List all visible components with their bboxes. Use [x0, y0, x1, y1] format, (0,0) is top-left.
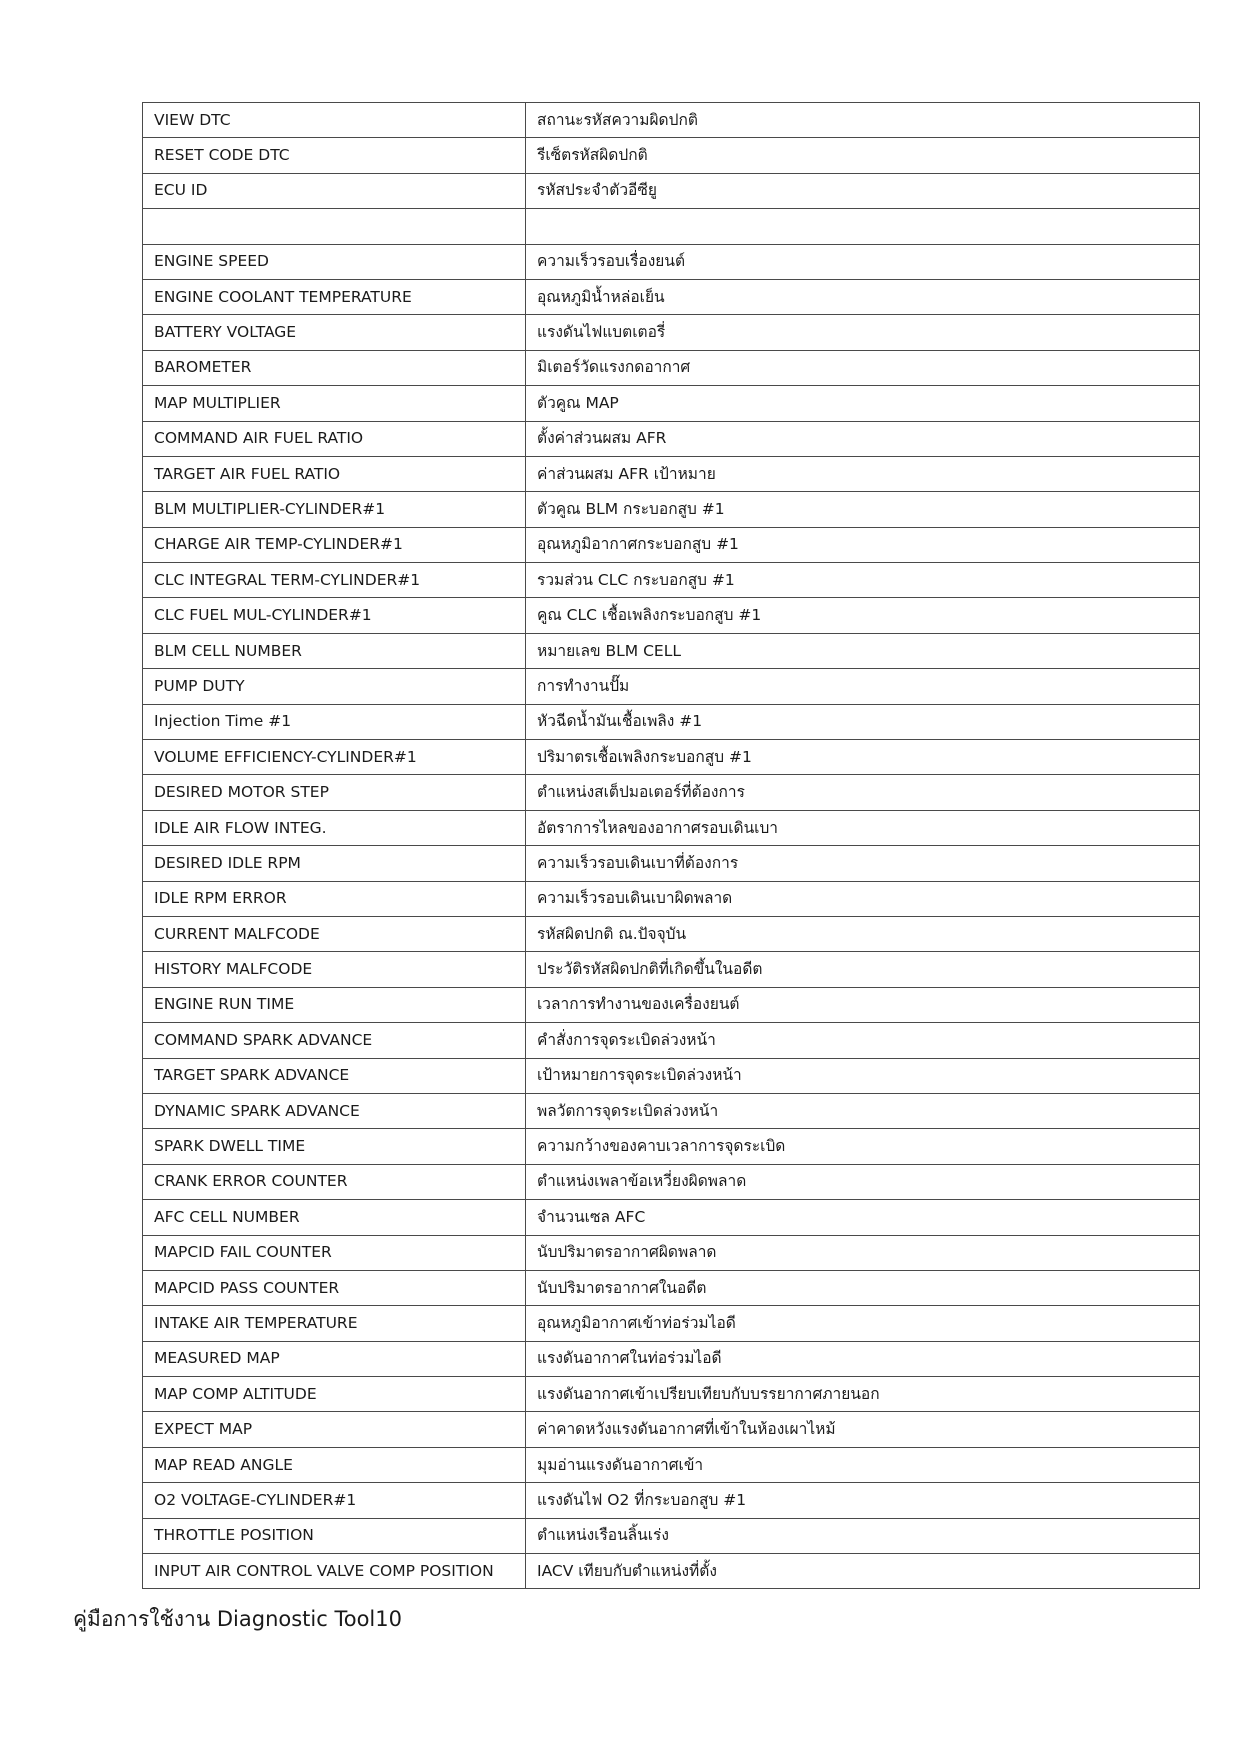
table-row [143, 1129, 1200, 1164]
parameter-name-cell: MAP MULTIPLIER [143, 386, 526, 421]
parameter-description-cell: อุณหภูมิอากาศกระบอกสูบ #1 [526, 527, 1200, 562]
table-row [143, 952, 1200, 987]
table-row [143, 740, 1200, 775]
parameter-description-cell: ตั้งค่าส่วนผสม AFR [526, 421, 1200, 456]
table-row [143, 421, 1200, 456]
table-row [143, 1518, 1200, 1553]
parameter-description-cell: แรงดันไฟแบตเตอรี่ [526, 315, 1200, 350]
parameter-description-cell: แรงดันอากาศเข้าเปรียบเทียบกับบรรยากาศภายนอก [526, 1377, 1200, 1412]
parameter-name-cell: MAPCID PASS COUNTER [143, 1270, 526, 1305]
parameter-description-cell: รวมส่วน CLC กระบอกสูบ #1 [526, 563, 1200, 598]
table-row [143, 775, 1200, 810]
parameter-name-cell: THROTTLE POSITION [143, 1518, 526, 1553]
table-row [143, 279, 1200, 314]
parameter-description-cell: ค่าส่วนผสม AFR เป้าหมาย [526, 456, 1200, 491]
parameter-name-cell: CLC INTEGRAL TERM-CYLINDER#1 [143, 563, 526, 598]
table-row [143, 386, 1200, 421]
table-row [143, 173, 1200, 208]
table-row [143, 704, 1200, 739]
parameter-name-cell: RESET CODE DTC [143, 138, 526, 173]
parameter-description-cell: อัตราการไหลของอากาศรอบเดินเบา [526, 810, 1200, 845]
parameter-name-cell: BLM MULTIPLIER-CYLINDER#1 [143, 492, 526, 527]
parameter-name-cell: AFC CELL NUMBER [143, 1200, 526, 1235]
table-row [143, 1235, 1200, 1270]
table-row [143, 1023, 1200, 1058]
table-row [143, 456, 1200, 491]
table-row [143, 1412, 1200, 1447]
parameter-name-cell [143, 209, 526, 244]
parameter-description-cell: รีเซ็ตรหัสผิดปกติ [526, 138, 1200, 173]
table-row [143, 1164, 1200, 1199]
parameter-description-cell: IACV เทียบกับตำแหน่งที่ตั้ง [526, 1554, 1200, 1589]
page-footer: คู่มือการใช้งาน Diagnostic Tool10 [73, 1607, 402, 1631]
parameter-name-cell: SPARK DWELL TIME [143, 1129, 526, 1164]
parameter-table [142, 102, 1200, 1589]
parameter-description-cell: แรงดันไฟ O2 ที่กระบอกสูบ #1 [526, 1483, 1200, 1518]
parameter-description-cell: นับปริมาตรอากาศในอดีต [526, 1270, 1200, 1305]
parameter-name-cell: TARGET AIR FUEL RATIO [143, 456, 526, 491]
parameter-name-cell: CURRENT MALFCODE [143, 916, 526, 951]
parameter-name-cell: TARGET SPARK ADVANCE [143, 1058, 526, 1093]
table-row [143, 492, 1200, 527]
table-row [143, 987, 1200, 1022]
parameter-description-cell: มิเตอร์วัดแรงกดอากาศ [526, 350, 1200, 385]
parameter-name-cell: INTAKE AIR TEMPERATURE [143, 1306, 526, 1341]
parameter-name-cell: MAPCID FAIL COUNTER [143, 1235, 526, 1270]
table-row [143, 1377, 1200, 1412]
parameter-description-cell: รหัสผิดปกติ ณ.ปัจจุบัน [526, 916, 1200, 951]
parameter-description-cell: พลวัตการจุดระเบิดล่วงหน้า [526, 1093, 1200, 1128]
table-row [143, 350, 1200, 385]
parameter-name-cell: ECU ID [143, 173, 526, 208]
parameter-description-cell: หัวฉีดน้ำมันเชื้อเพลิง #1 [526, 704, 1200, 739]
parameter-name-cell: ENGINE COOLANT TEMPERATURE [143, 279, 526, 314]
parameter-name-cell: DESIRED IDLE RPM [143, 846, 526, 881]
parameter-name-cell: Injection Time #1 [143, 704, 526, 739]
parameter-description-cell: อุณหภูมิอากาศเข้าท่อร่วมไอดี [526, 1306, 1200, 1341]
parameter-name-cell: BAROMETER [143, 350, 526, 385]
parameter-description-cell: เป้าหมายการจุดระเบิดล่วงหน้า [526, 1058, 1200, 1093]
parameter-description-cell: ตัวคูณ BLM กระบอกสูบ #1 [526, 492, 1200, 527]
parameter-name-cell: MAP COMP ALTITUDE [143, 1377, 526, 1412]
table-row [143, 209, 1200, 244]
parameter-name-cell: MAP READ ANGLE [143, 1447, 526, 1482]
table-row [143, 244, 1200, 279]
parameter-name-cell: BLM CELL NUMBER [143, 633, 526, 668]
parameter-table-body [143, 103, 1200, 1589]
parameter-description-cell: ตำแหน่งเพลาข้อเหวี่ยงผิดพลาด [526, 1164, 1200, 1199]
parameter-name-cell: PUMP DUTY [143, 669, 526, 704]
parameter-name-cell: COMMAND SPARK ADVANCE [143, 1023, 526, 1058]
parameter-name-cell: BATTERY VOLTAGE [143, 315, 526, 350]
parameter-description-cell: ตำแหน่งสเต็ปมอเตอร์ที่ต้องการ [526, 775, 1200, 810]
parameter-description-cell: สถานะรหัสความผิดปกติ [526, 103, 1200, 138]
parameter-description-cell: มุมอ่านแรงดันอากาศเข้า [526, 1447, 1200, 1482]
parameter-description-cell: ปริมาตรเชื้อเพลิงกระบอกสูบ #1 [526, 740, 1200, 775]
parameter-description-cell: ค่าคาดหวังแรงดันอากาศที่เข้าในห้องเผาไหม้ [526, 1412, 1200, 1447]
parameter-description-cell: แรงดันอากาศในท่อร่วมไอดี [526, 1341, 1200, 1376]
table-row [143, 138, 1200, 173]
table-row [143, 1306, 1200, 1341]
table-row [143, 1554, 1200, 1589]
table-row [143, 1200, 1200, 1235]
table-row [143, 1447, 1200, 1482]
table-row [143, 810, 1200, 845]
parameter-name-cell: MEASURED MAP [143, 1341, 526, 1376]
parameter-name-cell: DESIRED MOTOR STEP [143, 775, 526, 810]
parameter-description-cell: ความเร็วรอบเรื่องยนต์ [526, 244, 1200, 279]
parameter-description-cell: หมายเลข BLM CELL [526, 633, 1200, 668]
parameter-description-cell: เวลาการทำงานของเครื่องยนต์ [526, 987, 1200, 1022]
parameter-description-cell: คูณ CLC เชื้อเพลิงกระบอกสูบ #1 [526, 598, 1200, 633]
parameter-name-cell: DYNAMIC SPARK ADVANCE [143, 1093, 526, 1128]
table-row [143, 633, 1200, 668]
parameter-name-cell: INPUT AIR CONTROL VALVE COMP POSITION [143, 1554, 526, 1589]
parameter-description-cell: จำนวนเซล AFC [526, 1200, 1200, 1235]
parameter-description-cell: ตำแหน่งเรือนลิ้นเร่ง [526, 1518, 1200, 1553]
table-row [143, 669, 1200, 704]
table-row [143, 315, 1200, 350]
table-row [143, 1270, 1200, 1305]
table-row [143, 1093, 1200, 1128]
parameter-description-cell: คำสั่งการจุดระเบิดล่วงหน้า [526, 1023, 1200, 1058]
parameter-name-cell: COMMAND AIR FUEL RATIO [143, 421, 526, 456]
parameter-name-cell: ENGINE SPEED [143, 244, 526, 279]
parameter-description-cell: อุณหภูมิน้ำหล่อเย็น [526, 279, 1200, 314]
parameter-name-cell: CLC FUEL MUL-CYLINDER#1 [143, 598, 526, 633]
parameter-name-cell: VOLUME EFFICIENCY-CYLINDER#1 [143, 740, 526, 775]
parameter-name-cell: CHARGE AIR TEMP-CYLINDER#1 [143, 527, 526, 562]
parameter-name-cell: CRANK ERROR COUNTER [143, 1164, 526, 1199]
parameter-description-cell: นับปริมาตรอากาศผิดพลาด [526, 1235, 1200, 1270]
parameter-name-cell: O2 VOLTAGE-CYLINDER#1 [143, 1483, 526, 1518]
table-row [143, 563, 1200, 598]
parameter-description-cell: ความเร็วรอบเดินเบาที่ต้องการ [526, 846, 1200, 881]
parameter-description-cell [526, 209, 1200, 244]
table-row [143, 527, 1200, 562]
parameter-description-cell: รหัสประจำตัวอีซียู [526, 173, 1200, 208]
parameter-name-cell: IDLE RPM ERROR [143, 881, 526, 916]
parameter-name-cell: IDLE AIR FLOW INTEG. [143, 810, 526, 845]
table-row [143, 1058, 1200, 1093]
parameter-description-cell: ความกว้างของคาบเวลาการจุดระเบิด [526, 1129, 1200, 1164]
parameter-description-cell: ประวัติรหัสผิดปกติที่เกิดขึ้นในอดีต [526, 952, 1200, 987]
parameter-description-cell: การทำงานปั๊ม [526, 669, 1200, 704]
parameter-name-cell: HISTORY MALFCODE [143, 952, 526, 987]
parameter-name-cell: EXPECT MAP [143, 1412, 526, 1447]
parameter-name-cell: VIEW DTC [143, 103, 526, 138]
table-row [143, 846, 1200, 881]
table-row [143, 916, 1200, 951]
table-row [143, 598, 1200, 633]
parameter-description-cell: ตัวคูณ MAP [526, 386, 1200, 421]
table-row [143, 881, 1200, 916]
table-row [143, 1483, 1200, 1518]
table-row [143, 103, 1200, 138]
table-row [143, 1341, 1200, 1376]
parameter-description-cell: ความเร็วรอบเดินเบาผิดพลาด [526, 881, 1200, 916]
parameter-name-cell: ENGINE RUN TIME [143, 987, 526, 1022]
